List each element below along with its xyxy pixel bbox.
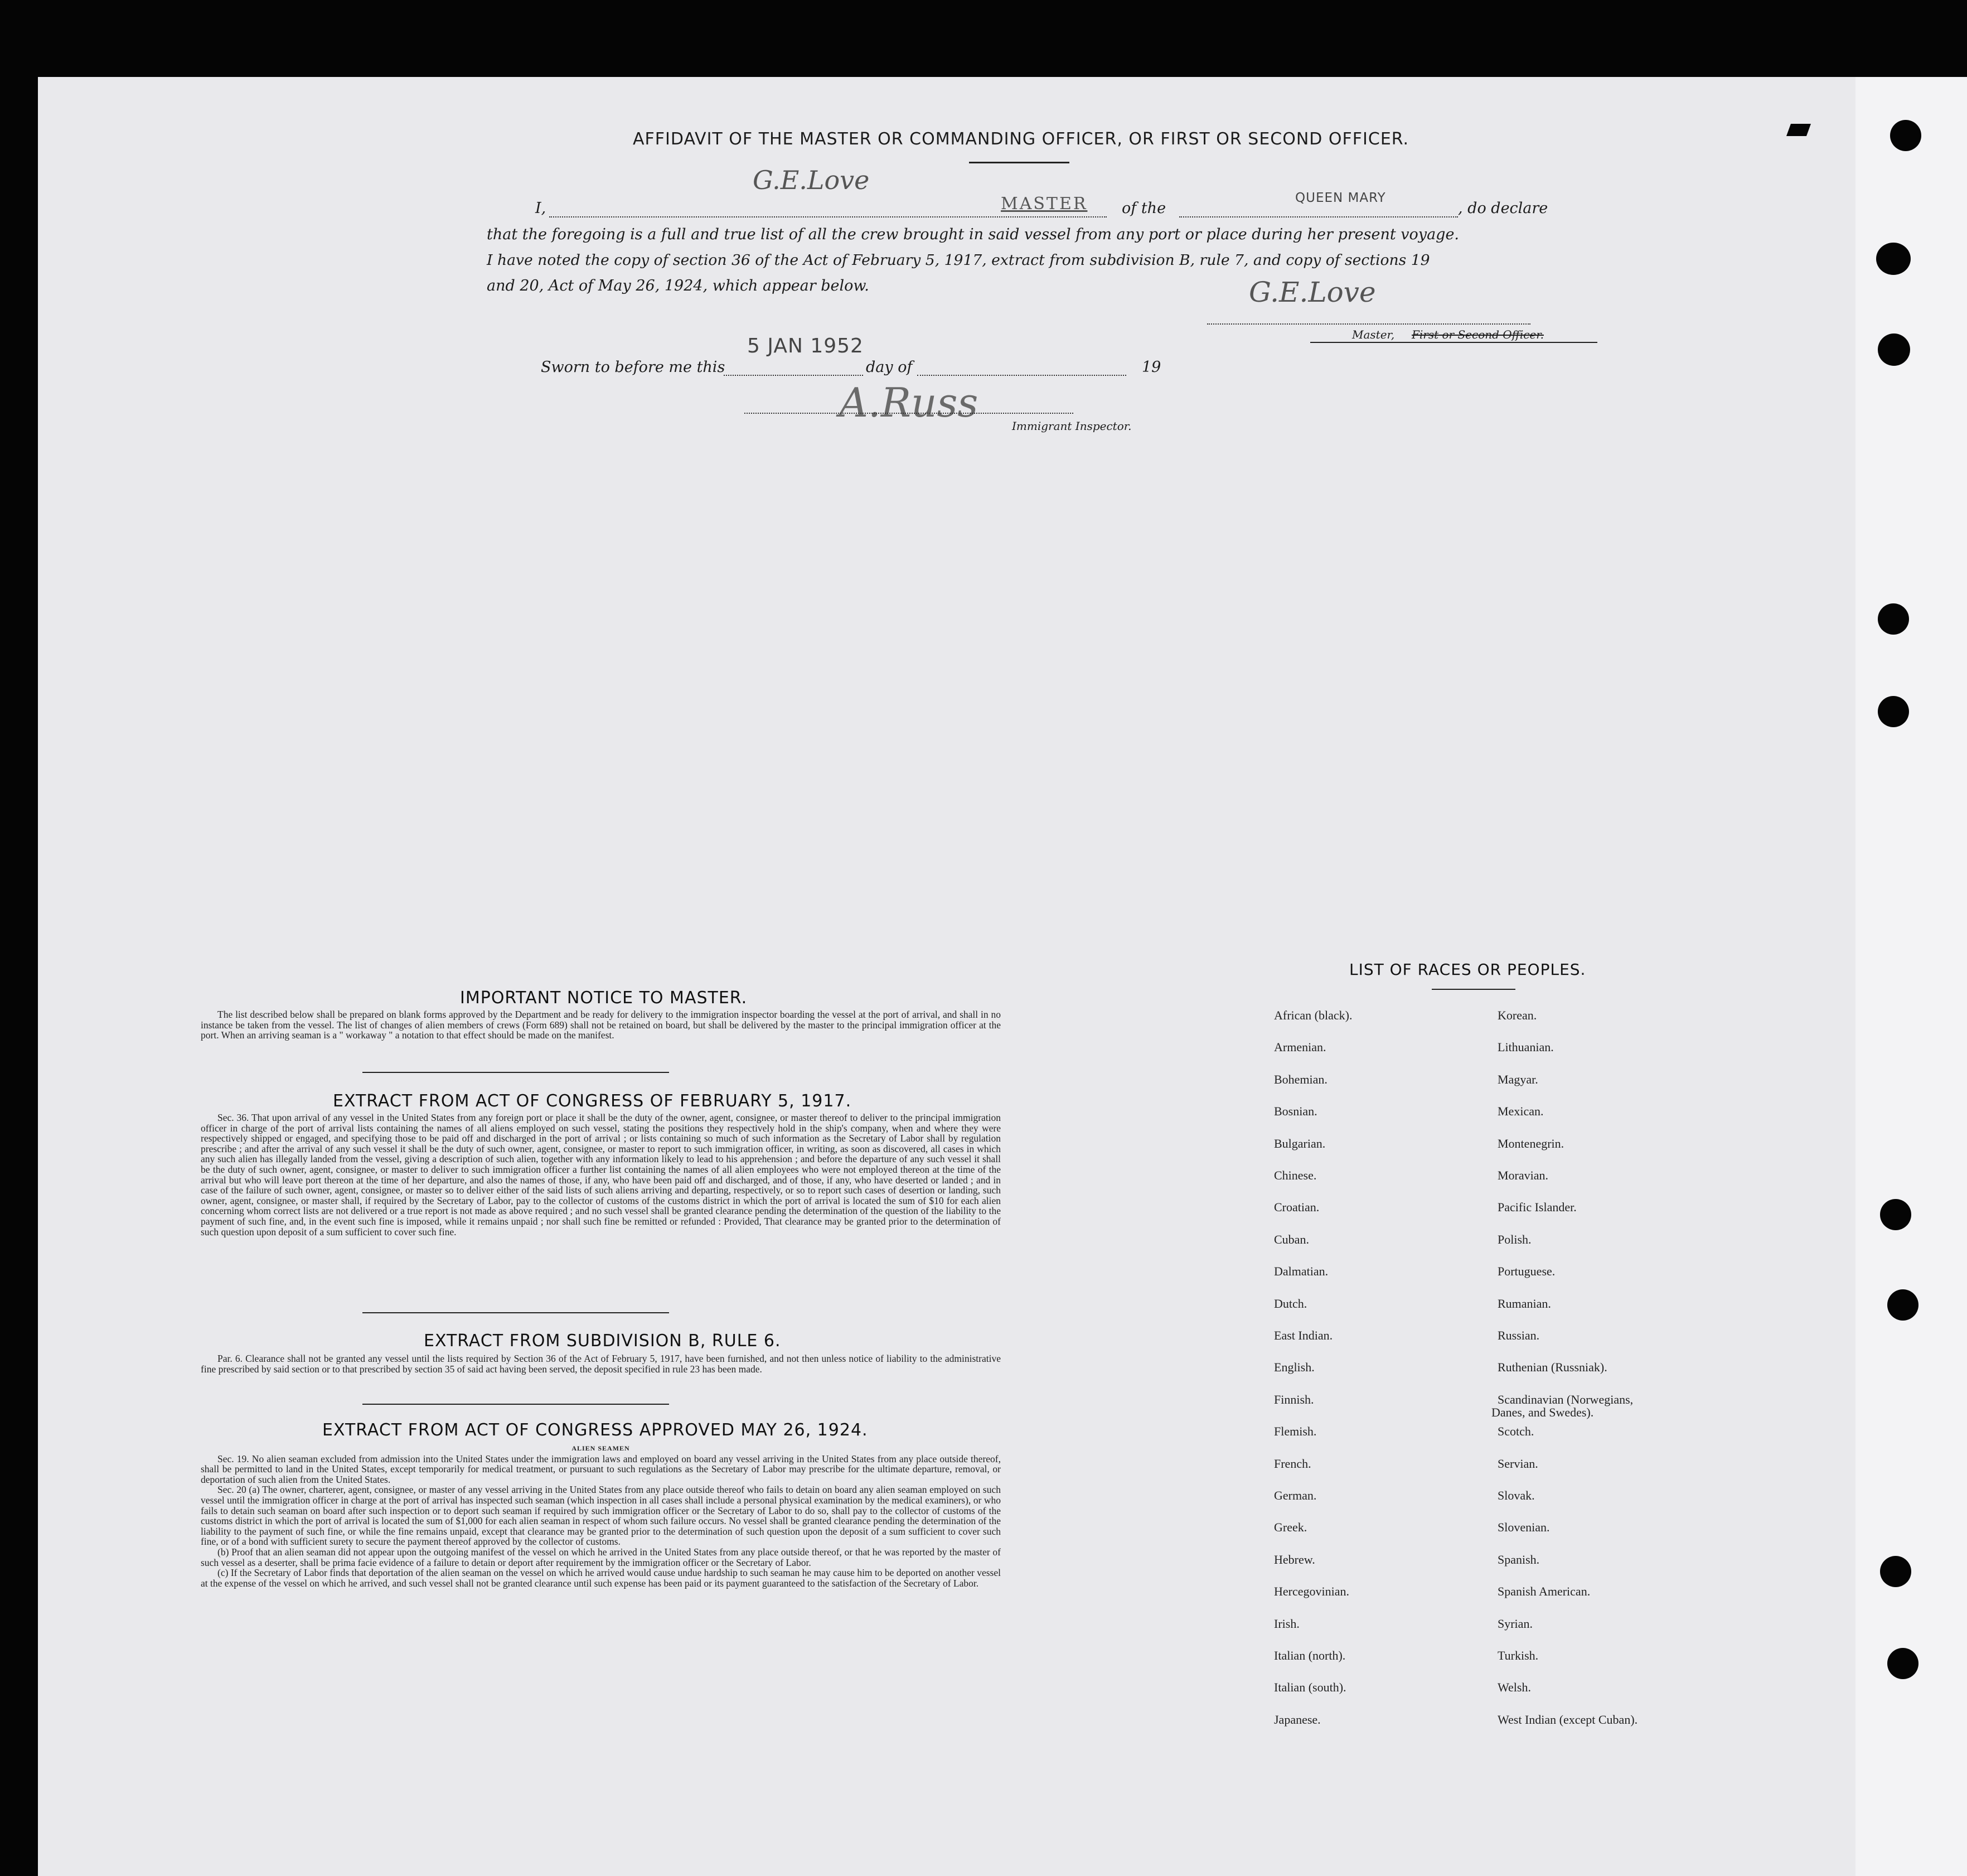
race-item: Scandinavian (Norwegians, [1498,1392,1634,1406]
title-rule [969,162,1069,163]
name-fill-line [549,216,1107,217]
extract-rule6-divider [362,1404,669,1405]
inspector-label: Immigrant Inspector. [1012,419,1132,433]
extract-1917-paragraph: Sec. 36. That upon arrival of any vessel in the United States from any foreign port or place it shall be the duty of the owner, agent, consignee, or master thereof to deliver to the principal immigration officer in charge of the port of arrival lists containing the names of all aliens employed on such vessel, stating the positions they respectively hold in the ship's company, when and where they were respectively shipped or engaged, and specifying those to be paid off and discharged in the port of arrival ; or lists containing so much of such information as the Secretary of Labor shall by regulation prescribe ; and after the arrival of any such vessel it shall be the duty of such owner, agent, consignee, or master to report to such immigration officer, in writing, as soon as discovered, all cases in which any such alien has illegally landed from the vessel, giving a description of such alien, together with any information likely to lead to his apprehension ; and before the departure of any such vessel it shall be the duty of such owner, agent, consignee, or master to deliver to such immigration officer a further list containing the names of all alien employees who were not employed thereon at the time of the arrival but who will leave port thereon at the time of her departure, and also the names of those, if any, who have been paid off and discharged, and of those, if any, who have deserted or landed ; and in case of the failure of such owner, agent, consignee, or master so to deliver either of the said lists of such aliens arriving and departing, respectively, or so to report such cases of desertion or landing, such owner, agent, consignee, or master shall, if required by the Secretary of Labor, pay to the collector of customs of the customs district in which the port of arrival is located the sum of $10 for each alien concerning whom correct lists are not delivered or a true report is not made as above required ; and no such vessel shall be granted clearance pending the determination of the question of the liability to the payment of such fine, and, in the event such fine is imposed, while it remains unpaid ; nor shall such fine be remitted or refunded : Provided, That clearance may be granted prior to the determination of such question upon deposit of a sum sufficient to cover such fine. [201,1112,1001,1237]
race-item: Spanish American. [1498,1584,1591,1599]
extract-1924-sec20b: (b) Proof that an alien seaman did not appear upon the outgoing manifest of the vessel on which he arrived in the United States from any place outside thereof, or that he was reported by the master of such vessel as a deserter, shall be prima facie evidence of a failure to detain or deport after requirement by the immigration officer or the Secretary of Labor. [201,1546,1001,1568]
race-item: Pacific Islander. [1498,1200,1577,1215]
date-stamp: 5 JAN 1952 [747,335,864,357]
extract-1917-text [201,1113,1001,1237]
punch-hole [1878,696,1909,727]
race-item: Lithuanian. [1498,1040,1554,1055]
race-item: French. [1274,1456,1311,1471]
race-item: Montenegrin. [1498,1136,1564,1150]
race-item: Chinese. [1274,1168,1317,1182]
master-signature: G.E.Love [1249,276,1376,308]
day-of-label: day of [866,359,913,376]
document-sheet [38,77,1967,1876]
race-item: German. [1274,1488,1317,1502]
sworn-day-fill [724,375,863,376]
extract-1917-divider [362,1312,669,1313]
race-item: Portuguese. [1498,1264,1556,1279]
race-item: Bohemian. [1274,1072,1328,1086]
race-item: Dalmatian. [1274,1264,1329,1279]
race-item: West Indian (except Cuban). [1498,1712,1638,1727]
year-label: 19 [1142,359,1161,376]
vessel-name-stamp: QUEEN MARY [1295,191,1386,205]
affidavit-title: AFFIDAVIT OF THE MASTER OR COMMANDING OFFICER, OR FIRST OR SECOND OFFICER. [633,129,1409,149]
punch-hole [1876,243,1911,275]
extract-rule6-title: EXTRACT FROM SUBDIVISION B, RULE 6. [424,1331,781,1351]
race-item: Flemish. [1274,1424,1317,1439]
sworn-label: Sworn to before me this [541,359,725,376]
rank-handwritten: MASTER [1001,194,1088,214]
race-item: East Indian. [1274,1328,1333,1342]
notice-text [201,1009,1001,1041]
race-item: Moravian. [1498,1168,1549,1182]
race-item: Italian (south). [1274,1680,1346,1695]
race-item: Ruthenian (Russniak). [1498,1360,1607,1375]
race-item: Magyar. [1498,1072,1538,1086]
race-item: Greek. [1274,1520,1307,1535]
punch-hole [1890,120,1921,151]
race-item: African (black). [1274,1008,1353,1022]
race-item: Bosnian. [1274,1104,1317,1119]
race-item: Bulgarian. [1274,1136,1326,1150]
race-item: Turkish. [1498,1648,1539,1662]
race-item: Hercegovinian. [1274,1584,1349,1599]
punch-hole [1878,603,1909,635]
notice-title: IMPORTANT NOTICE TO MASTER. [460,988,748,1008]
race-item: Rumanian. [1498,1296,1551,1311]
race-item: Russian. [1498,1328,1540,1342]
sheet-edge [1855,77,1967,1876]
race-item: Dutch. [1274,1296,1307,1311]
races-title: LIST OF RACES OR PEOPLES. [1349,960,1586,979]
affidavit-line-3: I have noted the copy of section 36 of the Act of February 5, 1917, extract from subdivision B, rule 7, and copy of sections 19 [487,252,1430,269]
notice-divider [362,1072,669,1073]
signature-name: G.E.Love [753,165,870,195]
race-scandinavian-continued: Danes, and Swedes). [1491,1405,1594,1419]
race-item: Servian. [1498,1456,1538,1471]
affidavit-line-2: that the foregoing is a full and true list of all the crew brought in said vessel from any port or place during her present voyage. [487,226,1460,243]
punch-hole [1887,1289,1918,1321]
race-item: Armenian. [1274,1040,1326,1055]
punch-hole [1880,1556,1911,1587]
punch-hole [1878,333,1910,366]
race-item: Croatian. [1274,1200,1320,1215]
extract-1924-sec20a: Sec. 20 (a) The owner, charterer, agent, consignee, or master of any vessel arriving in the United States from any place outside thereof who fails to detain on board any alien seaman employed on such vessel until the immigration officer in charge at the port of arrival has inspected such seaman (which inspection in all cases shall include a personal physical examination by the medical examiners), or who fails to detain such seaman on board after such inspection or to deport such seaman if required by such immigration officer or the Secretary of Labor to do so, shall pay to the collector of customs of the customs district in which the port of arrival is located the sum of $1,000 for each alien seaman in respect of whom such failure occurs. No vessel shall be granted clearance pending the determination of the liability to the payment of such fine, or while the fine remains unpaid, except that clearance may be granted prior to the determination of such question upon the deposit of a sum sufficient to cover such fine, or of a bond with sufficient surety to secure the payment thereof approved by the collector of customs. [201,1484,1001,1548]
punch-hole [1880,1199,1911,1230]
extract-rule6-paragraph: Par. 6. Clearance shall not be granted any vessel until the lists required by Section 36 of the Act of February 5, 1917, have been furnished, and not then unless notice of liability to the administrative fine prescribed by said section or to that prescribed by section 35 of said act having been served, the deposit specified in rule 23 has been made. [201,1353,1001,1375]
master-label: Master, [1352,328,1395,341]
race-item: Korean. [1498,1008,1537,1022]
race-item: Spanish. [1498,1552,1540,1566]
race-item: English. [1274,1360,1315,1375]
race-item: Syrian. [1498,1616,1533,1631]
punch-hole [1887,1648,1918,1679]
extract-rule6-text [201,1353,1001,1374]
race-item: Japanese. [1274,1712,1321,1727]
affidavit-line-4: and 20, Act of May 26, 1924, which appear below. [487,277,869,294]
extract-1917-title: EXTRACT FROM ACT OF CONGRESS OF FEBRUARY 5, 1917. [333,1091,852,1111]
sworn-month-fill [917,375,1126,376]
race-item: Scotch. [1498,1424,1534,1439]
struck-officer-label: First or Second Officer. [1412,328,1544,341]
race-item: Cuban. [1274,1232,1309,1246]
alien-seamen-subtitle: ALIEN SEAMEN [571,1444,630,1452]
inspector-signature: A.Russ [839,379,978,426]
do-declare-label: , do declare [1458,200,1548,217]
race-item: Welsh. [1498,1680,1531,1695]
master-underline [1310,342,1597,343]
race-item: Irish. [1274,1616,1300,1631]
race-item: Finnish. [1274,1392,1314,1406]
extract-1924-sec20c: (c) If the Secretary of Labor finds that deportation of the alien seaman on the vessel on which he arrived would cause undue hardship to such seaman he may cause him to be deported on another vessel at the expense of the vessel on which he arrived, and such vessel shall not be granted clearance until such expense has been paid or its payment guaranteed to the satisfaction of the Secretary of Labor. [201,1567,1001,1589]
inspector-signature-line [744,413,1073,414]
vessel-fill-line [1179,216,1458,217]
race-item: Polish. [1498,1232,1532,1246]
master-signature-line [1207,323,1530,325]
affidavit-i-label: I, [535,200,546,217]
of-the-label: of the [1122,200,1166,217]
race-item: Italian (north). [1274,1648,1346,1662]
race-item: Mexican. [1498,1104,1544,1119]
race-item: Slovenian. [1498,1520,1550,1535]
extract-1924-sec19: Sec. 19. No alien seaman excluded from admission into the United States under the immigration laws and employed on board any vessel arriving in the United States from any place outside thereof, shall be permitted to land in the United States, except temporarily for medical treatment, or pursuant to such regulations as the Secretary of Labor may prescribe for the ultimate departure, removal, or deportation of such alien from the United States. [201,1453,1001,1485]
extract-1924-title: EXTRACT FROM ACT OF CONGRESS APPROVED MAY 26, 1924. [322,1420,868,1440]
race-item: Hebrew. [1274,1552,1315,1566]
race-item: Slovak. [1498,1488,1535,1502]
notice-paragraph: The list described below shall be prepared on blank forms approved by the Department and be ready for delivery to the immigration inspector boarding the vessel at the port of arrival, and shall in no instance be taken from the vessel. The list of changes of alien members of crews (Form 689) shall not be retained on board, but shall be delivered by the master to the principal immigration officer at the port. When an arriving seaman is a " workaway " a notation to that effect should be made on the manifest. [201,1009,1001,1041]
extract-1924-text [201,1443,1001,1588]
races-title-rule [1432,989,1515,990]
